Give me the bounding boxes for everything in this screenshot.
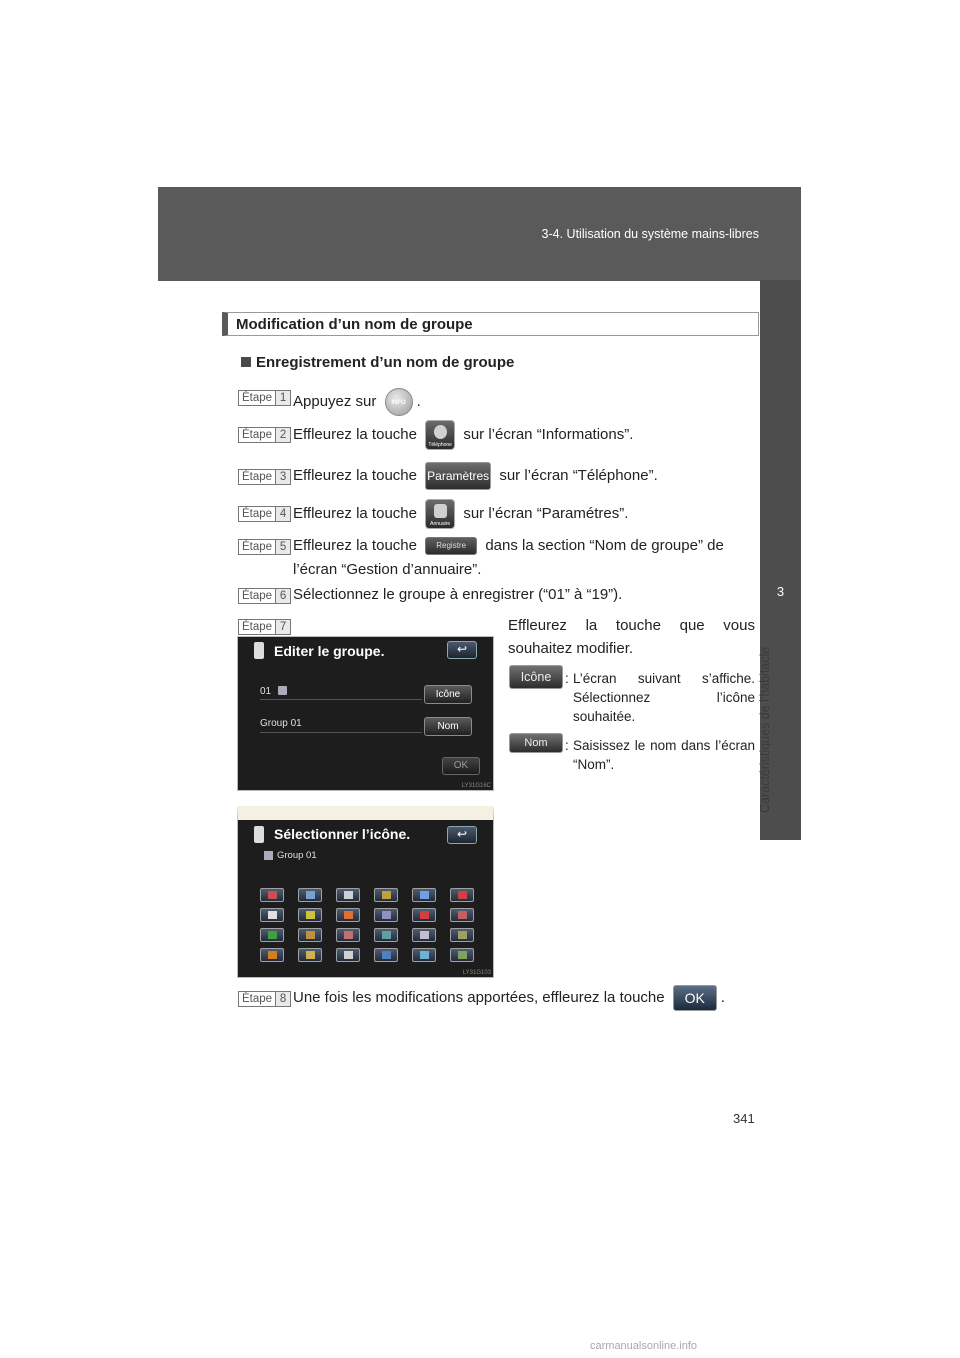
step-number: 4	[275, 507, 290, 521]
step-label-8	[238, 991, 291, 1007]
step-label-2	[238, 427, 291, 443]
icon-option-button[interactable]	[336, 948, 360, 962]
group-icon	[420, 951, 429, 959]
back-button[interactable]: ↩	[447, 641, 477, 659]
chapter-label: Caractéristiques de l'habitacle	[758, 646, 772, 814]
icon-option-button[interactable]	[336, 908, 360, 922]
step-word: Étape	[242, 541, 273, 553]
step-number: 8	[275, 992, 290, 1006]
group-icon	[306, 931, 315, 939]
group-icon	[306, 911, 315, 919]
step-word: Étape	[242, 429, 273, 441]
step-8-before: Une fois les modifications apportées, effleurez la touche	[293, 988, 665, 1006]
page-number: 341	[733, 1111, 755, 1126]
step-8-text	[293, 985, 725, 1011]
step-number: 1	[275, 391, 290, 405]
step-number: 6	[275, 589, 290, 603]
step-5-before: Effleurez la touche	[293, 537, 417, 554]
step-label-5	[238, 539, 291, 555]
step-label-3	[238, 469, 291, 485]
icon-option-button[interactable]	[336, 888, 360, 902]
header-title: 3-4. Utilisation du système mains-libres	[541, 227, 759, 241]
screen-edit-group	[237, 636, 494, 791]
icon-option-button[interactable]	[260, 948, 284, 962]
step-word: Étape	[242, 993, 273, 1005]
step-number: 5	[275, 540, 290, 554]
definition-nom-text: Saisissez le nom dans l’écran “Nom”.	[573, 738, 755, 772]
info-button-icon: INFO	[385, 388, 413, 416]
group-icon	[306, 891, 315, 899]
step-number: 3	[275, 470, 290, 484]
nom-button-icon: Nom	[509, 733, 563, 753]
step-label-6	[238, 588, 291, 604]
step-4-after: sur l’écran “Paramétres”.	[463, 504, 629, 522]
group-icon	[278, 686, 287, 695]
image-code: LY31G16C	[461, 783, 491, 789]
ok-button[interactable]: OK	[442, 757, 480, 775]
definition-nom: : Saisissez le nom dans l’écran “Nom”.	[565, 738, 755, 772]
step-7-text: Effleurez la touche que vous souhaitez modifier.	[508, 617, 755, 657]
icon-option-button[interactable]	[260, 888, 284, 902]
icon-grid	[260, 888, 476, 962]
step-label-7	[238, 619, 291, 635]
icon-option-button[interactable]	[412, 888, 436, 902]
step-4-before: Effleurez la touche	[293, 504, 417, 522]
icon-option-button[interactable]	[298, 948, 322, 962]
step-3-text	[293, 462, 658, 490]
icon-option-button[interactable]	[374, 928, 398, 942]
divider	[260, 699, 422, 700]
step-3-before: Effleurez la touche	[293, 466, 417, 484]
group-icon	[268, 911, 277, 919]
step-4-text	[293, 499, 628, 529]
step-5-text	[293, 537, 724, 555]
icone-button-icon: Icône	[509, 665, 563, 689]
icon-option-button[interactable]	[298, 908, 322, 922]
icon-option-button[interactable]	[412, 908, 436, 922]
icon-option-button[interactable]	[260, 908, 284, 922]
icone-button[interactable]: Icône	[424, 685, 472, 704]
group-icon	[268, 931, 277, 939]
group-number: 01	[260, 686, 272, 697]
group-icon	[344, 911, 353, 919]
definition-icone: : L’écran suivant s’affiche. Sélectionnez l’icône souhaitée.	[565, 671, 755, 724]
group-icon	[344, 891, 353, 899]
step-label-1	[238, 390, 291, 406]
phone-icon	[254, 642, 264, 659]
watermark: carmanualsonline.info	[590, 1340, 698, 1352]
group-icon	[268, 951, 277, 959]
group-icon	[458, 891, 467, 899]
group-icon	[344, 931, 353, 939]
group-icon	[268, 891, 277, 899]
step-5-line2: l’écran “Gestion d’annuaire”.	[293, 561, 482, 578]
group-icon	[420, 911, 429, 919]
icon-option-button[interactable]	[298, 888, 322, 902]
icon-option-button[interactable]	[450, 888, 474, 902]
step-number: 7	[275, 620, 290, 634]
group-icon	[344, 951, 353, 959]
group-name: Group 01	[277, 850, 317, 861]
icon-option-button[interactable]	[450, 948, 474, 962]
chapter-number: 3	[776, 584, 785, 599]
group-icon	[382, 891, 391, 899]
step-6-text: Sélectionnez le groupe à enregistrer (“01” à “19”).	[293, 586, 623, 603]
group-name: Group 01	[260, 718, 302, 729]
step-5-after: dans la section “Nom de groupe” de	[485, 537, 724, 554]
group-icon	[382, 911, 391, 919]
section-title-box	[222, 312, 759, 336]
subheading	[241, 354, 514, 371]
group-icon	[458, 931, 467, 939]
step-2-after: sur l’écran “Informations”.	[463, 425, 634, 443]
icon-option-button[interactable]	[336, 928, 360, 942]
group-icon	[264, 851, 273, 860]
subheading-text: Enregistrement d’un nom de groupe	[256, 354, 515, 371]
step-2-before: Effleurez la touche	[293, 425, 417, 443]
icon-option-button[interactable]	[260, 928, 284, 942]
square-bullet-icon	[241, 357, 251, 367]
nom-button[interactable]: Nom	[424, 717, 472, 736]
step-word: Étape	[242, 621, 273, 633]
step-1-after: .	[416, 392, 421, 410]
telephone-button-icon: Téléphone	[425, 420, 455, 450]
section-title: Modification d’un nom de groupe	[236, 316, 473, 333]
step-number: 2	[275, 428, 290, 442]
step-word: Étape	[242, 590, 273, 602]
step-1-before: Appuyez sur	[293, 392, 377, 410]
group-icon	[420, 931, 429, 939]
step-label-4	[238, 506, 291, 522]
divider	[260, 732, 422, 733]
annuaire-button-icon: Annuaire	[425, 499, 455, 529]
step-1-text	[293, 388, 421, 416]
step-3-after: sur l’écran “Téléphone”.	[499, 466, 658, 484]
icon-option-button[interactable]	[450, 928, 474, 942]
screen-select-icon	[237, 806, 494, 978]
parametres-button-icon: Paramètres	[425, 462, 491, 490]
step-word: Étape	[242, 471, 273, 483]
step-2-text	[293, 420, 633, 450]
phone-icon	[254, 826, 264, 843]
icon-option-button[interactable]	[450, 908, 474, 922]
screen-title: Editer le groupe.	[274, 643, 385, 659]
group-icon	[458, 911, 467, 919]
step-word: Étape	[242, 392, 273, 404]
icon-option-button[interactable]	[374, 888, 398, 902]
header-bar	[158, 187, 801, 281]
definition-icone-text: L’écran suivant s’affiche. Sélectionnez l’icône souhaitée.	[573, 671, 755, 724]
step-8-after: .	[720, 988, 725, 1006]
group-icon	[306, 951, 315, 959]
back-button[interactable]: ↩	[447, 826, 477, 844]
ok-button-icon: OK	[673, 985, 717, 1011]
group-icon	[382, 931, 391, 939]
icon-option-button[interactable]	[374, 908, 398, 922]
icon-option-button[interactable]	[374, 948, 398, 962]
group-icon	[382, 951, 391, 959]
image-code: LY31G103	[462, 970, 491, 976]
icon-option-button[interactable]	[298, 928, 322, 942]
screen-title: Sélectionner l’icône.	[274, 826, 411, 842]
registre-button-icon: Registre	[425, 537, 477, 555]
icon-option-button[interactable]	[412, 928, 436, 942]
group-icon	[458, 951, 467, 959]
group-icon	[420, 891, 429, 899]
icon-option-button[interactable]	[412, 948, 436, 962]
step-word: Étape	[242, 508, 273, 520]
